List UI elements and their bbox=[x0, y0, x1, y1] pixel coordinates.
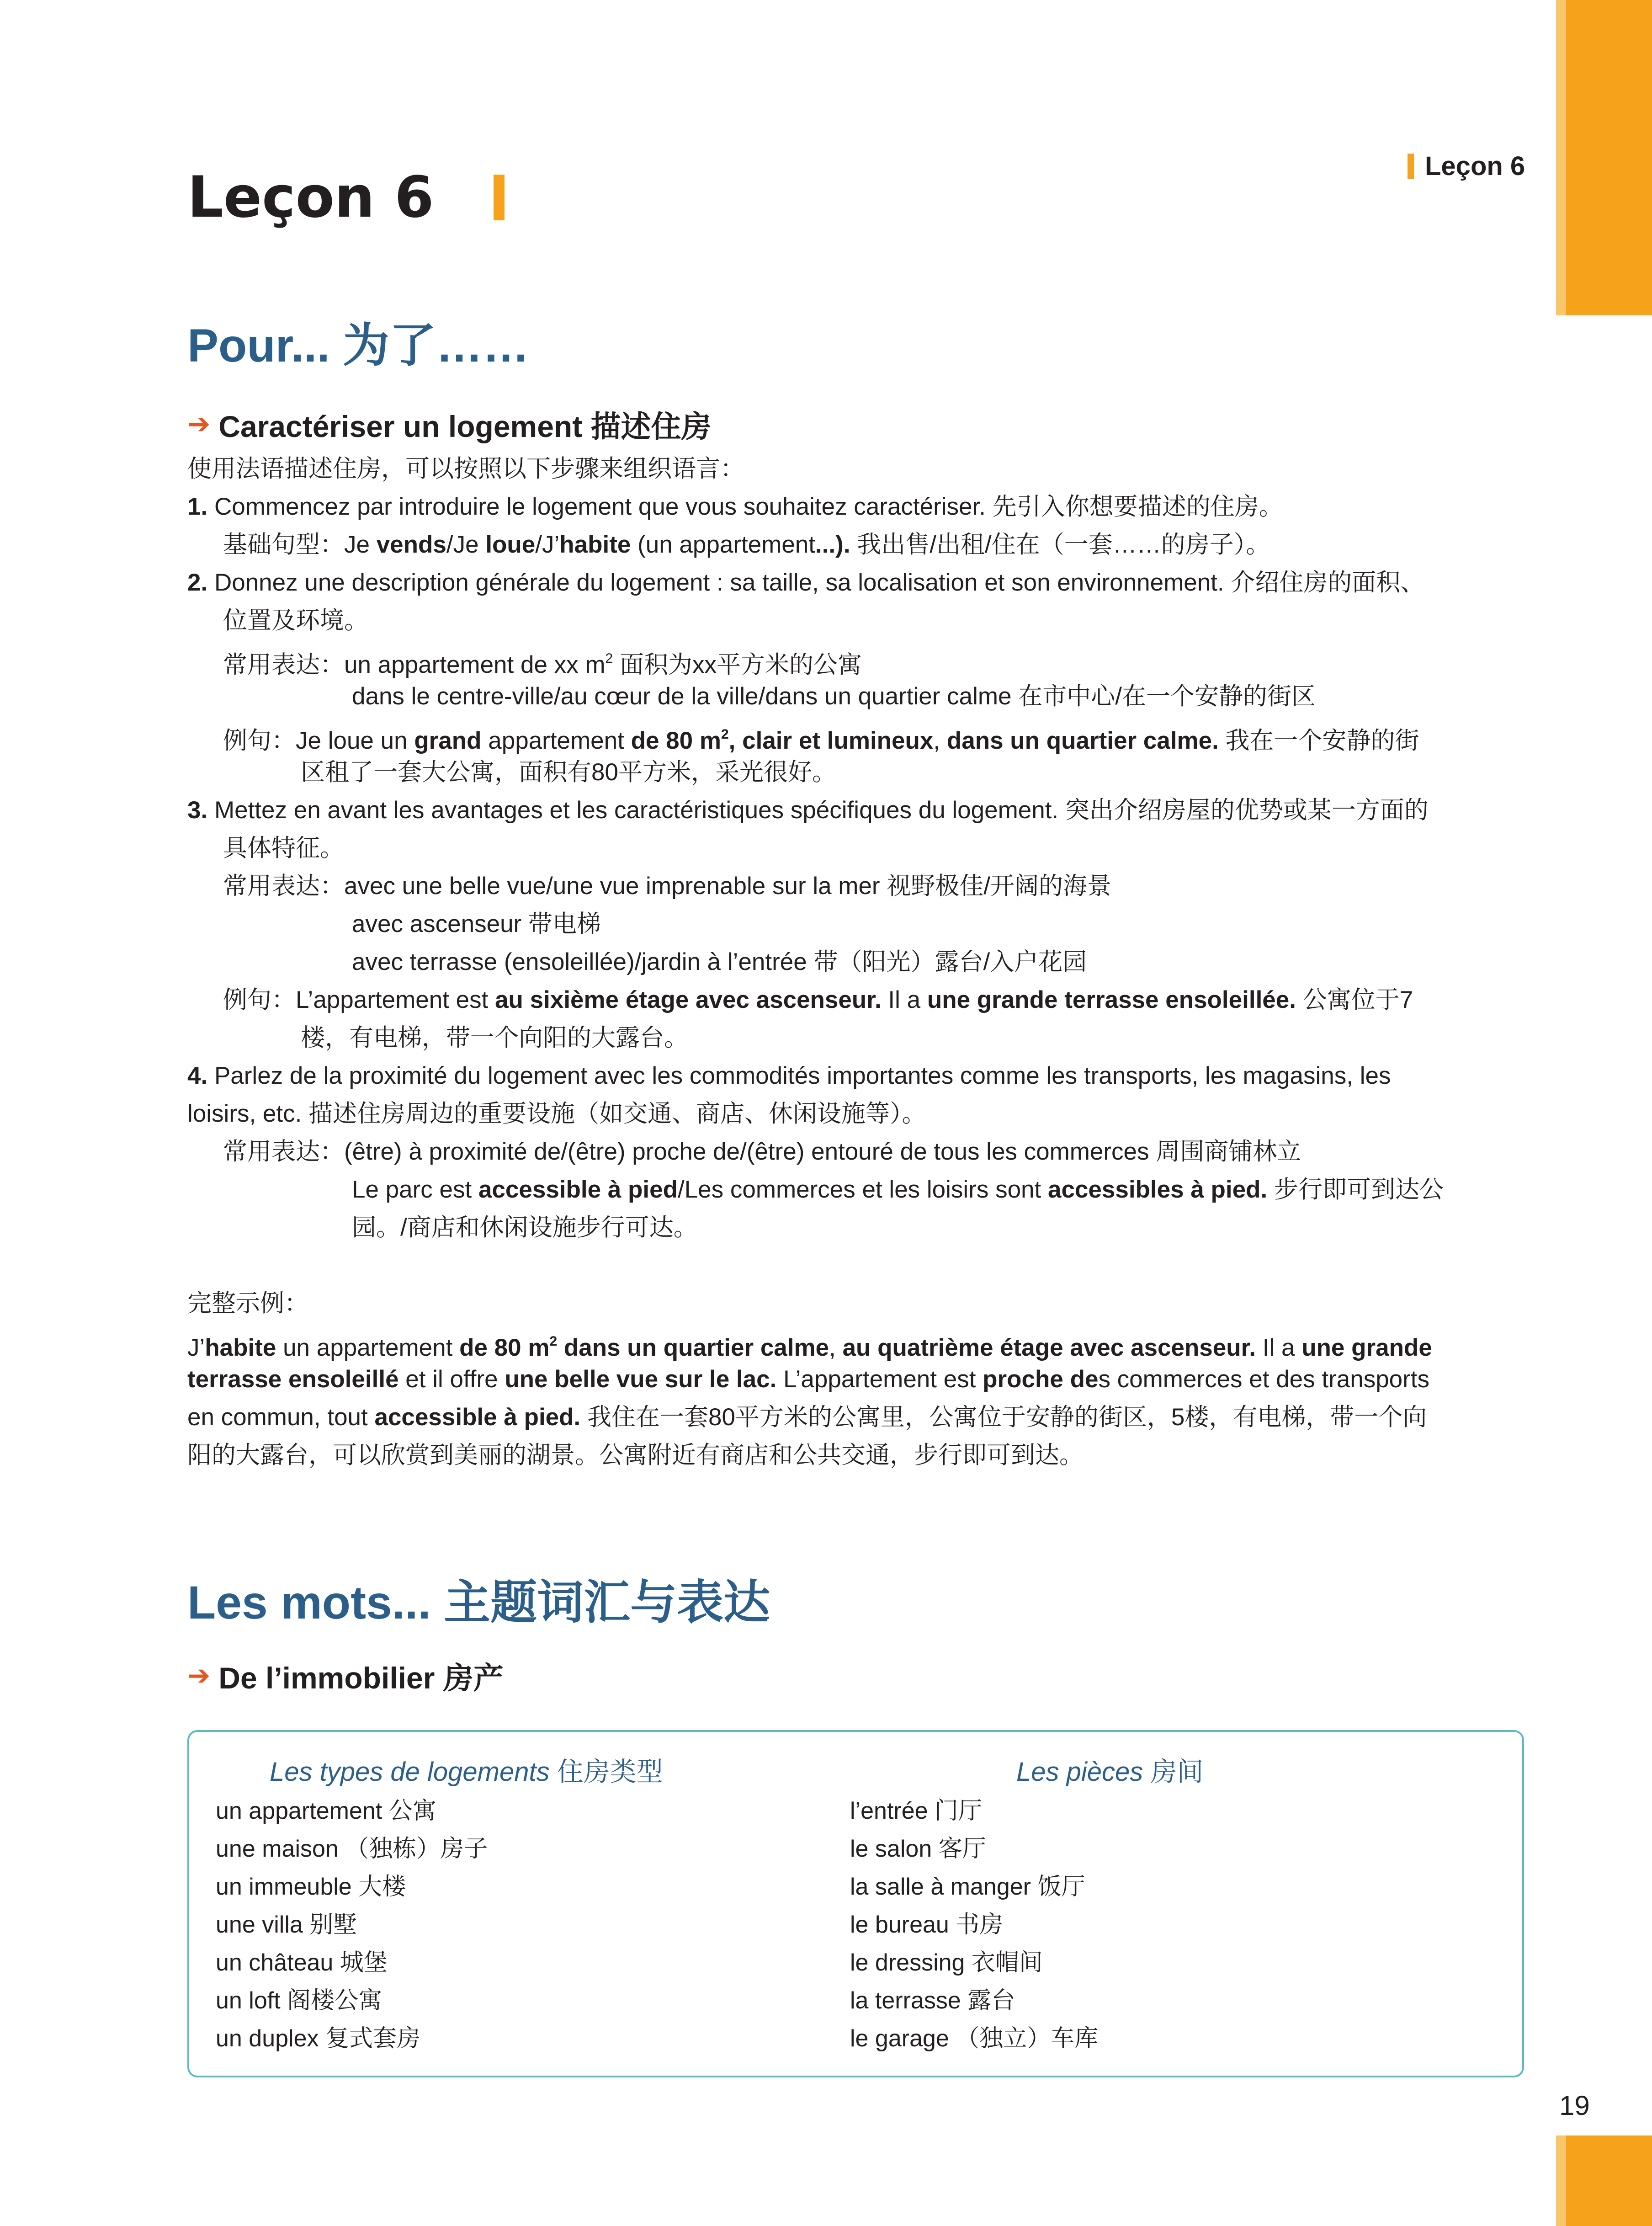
bold-run: de 80 m bbox=[631, 727, 721, 754]
step-3-expr-3: avec terrasse (ensoleillée)/jardin à l’entrée 带（阳光）露台/入户花园 bbox=[352, 948, 1087, 975]
text-run: 我住在一套80平方米的公寓里，公寓位于安静的街区，5楼，有电梯，带一个向 bbox=[580, 1404, 1427, 1431]
bold-run: habite bbox=[205, 1334, 276, 1361]
bold-run: une belle vue sur le lac. bbox=[505, 1366, 777, 1393]
step-3 bbox=[187, 797, 1429, 824]
column-header-zh: 房间 bbox=[1143, 1757, 1204, 1787]
arrow-right-icon: ➔ bbox=[187, 408, 211, 439]
text-run: 公寓位于7 bbox=[1296, 986, 1413, 1013]
bold-run: une grande terrasse ensoleillée. bbox=[927, 986, 1296, 1013]
text-run: Je loue un bbox=[296, 727, 414, 754]
text-run: /Les commerces et les loisirs sont bbox=[677, 1176, 1048, 1203]
text-run: , bbox=[829, 1334, 843, 1361]
column-header-zh: 住房类型 bbox=[549, 1757, 663, 1787]
expr-label: 常用表达： bbox=[223, 651, 344, 678]
text-run: un appartement de xx m bbox=[344, 651, 606, 678]
step-3-example bbox=[223, 986, 1413, 1014]
step-2-cont: 位置及环境。 bbox=[223, 607, 368, 634]
vocab-item: une maison （独栋）房子 bbox=[216, 1836, 488, 1862]
step-text: Mettez en avant les avantages et les caractéristiques spécifiques du logement. bbox=[214, 797, 1059, 824]
step-2-expr-2: dans le centre-ville/au cœur de la ville/dans un quartier calme 在市中心/在一个安静的街区 bbox=[352, 683, 1316, 710]
step-2-example-cont: 区租了一套大公寓，面积有80平方米，采光很好。 bbox=[301, 759, 836, 786]
superscript: 2 bbox=[605, 651, 613, 666]
text-run: en commun, tout bbox=[187, 1404, 375, 1431]
vocab-item: le salon 客厅 bbox=[850, 1836, 986, 1862]
bold-run: une grande bbox=[1301, 1334, 1432, 1361]
vocab-item: le dressing 衣帽间 bbox=[850, 1949, 1043, 1976]
text-run: (être) à proximité de/(être) proche de/(être) entouré de tous les commerces 周围商铺林立 bbox=[344, 1138, 1301, 1165]
lesson-title bbox=[187, 165, 505, 230]
superscript: 2 bbox=[549, 1334, 558, 1349]
superscript: 2 bbox=[721, 727, 729, 742]
text-run: Il a bbox=[881, 986, 927, 1013]
bold-run: dans un quartier calme. bbox=[946, 727, 1219, 754]
bold-run: accessible à pied bbox=[478, 1176, 678, 1203]
step-4-cont bbox=[187, 1100, 926, 1128]
bold-run: de 80 m bbox=[459, 1334, 550, 1361]
full-example-label: 完整示例： bbox=[187, 1290, 308, 1317]
header-marker-icon bbox=[1408, 154, 1414, 179]
text-run: /Je bbox=[446, 531, 486, 558]
subtitle-text: De l’immobilier 房产 bbox=[218, 1661, 504, 1695]
step-zh: 介绍住房的面积、 bbox=[1224, 569, 1425, 596]
vocab-item: un appartement 公寓 bbox=[216, 1798, 436, 1824]
text-run: un appartement bbox=[276, 1334, 460, 1361]
column-header-types bbox=[270, 1750, 663, 1789]
example-label: 例句： bbox=[223, 727, 296, 754]
step-2-expr-1 bbox=[223, 645, 862, 679]
expr-label: 常用表达： bbox=[223, 873, 344, 900]
bold-run: , clair et lumineux bbox=[728, 727, 934, 754]
subtitle-text: Caractériser un logement 描述住房 bbox=[218, 410, 712, 443]
full-example-line-3 bbox=[187, 1404, 1427, 1431]
step-text: Commencez par introduire le logement que vous souhaitez caractériser. bbox=[214, 493, 986, 520]
column-header-pieces bbox=[1016, 1750, 1203, 1789]
text-run: 步行即可到达公 bbox=[1267, 1176, 1444, 1203]
text-run: 面积为xx平方米的公寓 bbox=[613, 651, 862, 678]
running-header-text: Leçon 6 bbox=[1425, 151, 1525, 181]
bold-run: habite bbox=[559, 531, 631, 558]
text-run: , bbox=[933, 727, 947, 754]
text-run: Je bbox=[344, 531, 377, 558]
text-run: s commerces et des transports bbox=[1098, 1366, 1430, 1393]
step-text: Donnez une description générale du logement : sa taille, sa localisation et son environnement. bbox=[214, 569, 1224, 596]
step-3-cont: 具体特征。 bbox=[223, 835, 344, 862]
vocabulary-box bbox=[187, 1730, 1524, 2077]
bold-run: terrasse ensoleillé bbox=[187, 1366, 399, 1393]
page-number: 19 bbox=[1559, 2090, 1590, 2121]
bold-run: dans un quartier calme bbox=[557, 1334, 829, 1361]
arrow-right-icon: ➔ bbox=[187, 1660, 211, 1691]
text-run: /J’ bbox=[535, 531, 560, 558]
step-4-expr-2-cont: 园。/商店和休闲设施步行可达。 bbox=[352, 1214, 698, 1241]
text-run: 我在一个安静的街 bbox=[1218, 727, 1419, 754]
example-label: 例句： bbox=[223, 986, 296, 1013]
bold-run: accessible à pied. bbox=[374, 1404, 581, 1431]
orange-margin-bar-bottom-edge bbox=[1556, 2135, 1566, 2226]
full-example-line-4: 阳的大露台，可以欣赏到美丽的湖景。公寓附近有商店和公共交通，步行即可到达。 bbox=[187, 1442, 1084, 1469]
full-example-line-2 bbox=[187, 1366, 1429, 1393]
vocab-item: la terrasse 露台 bbox=[850, 1987, 1015, 2014]
vocab-item: la salle à manger 饭厅 bbox=[850, 1874, 1085, 1900]
step-text: Parlez de la proximité du logement avec les commodités importantes comme les transports, les magasins, les bbox=[214, 1062, 1391, 1089]
title-marker-icon bbox=[494, 175, 505, 220]
bold-run: au sixième étage avec ascenseur. bbox=[495, 986, 882, 1013]
step-3-expr-1 bbox=[223, 873, 1111, 900]
vocab-item: l’entrée 门厅 bbox=[850, 1798, 982, 1824]
expr-label: 常用表达： bbox=[223, 1138, 344, 1165]
vocab-item: un château 城堡 bbox=[216, 1949, 388, 1976]
bold-run: proche de bbox=[983, 1366, 1099, 1393]
orange-margin-bar-bottom bbox=[1556, 2135, 1652, 2226]
bold-run: loue bbox=[485, 531, 536, 558]
vocab-item: le bureau 书房 bbox=[850, 1912, 1004, 1938]
lesson-title-text: Leçon 6 bbox=[187, 165, 434, 230]
orange-margin-bar-top bbox=[1556, 0, 1652, 315]
column-header-fr: Les pièces bbox=[1016, 1757, 1143, 1787]
text-run: L’appartement est bbox=[296, 986, 495, 1013]
step-4 bbox=[187, 1062, 1391, 1090]
subtitle-immobilier bbox=[187, 1654, 504, 1697]
step-number: 2. bbox=[187, 569, 208, 596]
step-4-expr-1 bbox=[223, 1138, 1301, 1166]
column-header-fr: Les types de logements bbox=[270, 1757, 550, 1787]
step-1-pattern bbox=[223, 531, 1270, 559]
text-run: L’appartement est bbox=[776, 1366, 983, 1393]
bold-run: accessibles à pied. bbox=[1047, 1176, 1268, 1203]
full-example-line-1 bbox=[187, 1328, 1432, 1362]
section-title-mots: Les mots... 主题词汇与表达 bbox=[187, 1576, 770, 1629]
subtitle-caracteriser bbox=[187, 402, 712, 446]
intro-text: 使用法语描述住房，可以按照以下步骤来组织语言： bbox=[187, 455, 744, 482]
vocab-item: le garage （独立）车库 bbox=[850, 2025, 1099, 2052]
step-number: 3. bbox=[187, 797, 208, 824]
bold-run: ...). bbox=[815, 531, 850, 558]
text-run: loisirs, etc. bbox=[187, 1100, 302, 1127]
text-run: J’ bbox=[187, 1334, 205, 1361]
step-zh: 突出介绍房屋的优势或某一方面的 bbox=[1058, 797, 1429, 824]
step-3-expr-2: avec ascenseur 带电梯 bbox=[352, 911, 601, 937]
step-zh: 描述住房周边的重要设施（如交通、商店、休闲设施等）。 bbox=[302, 1100, 926, 1127]
bold-run: grand bbox=[414, 727, 482, 754]
vocab-item: un loft 阁楼公寓 bbox=[216, 1987, 382, 2014]
orange-margin-bar-top-edge bbox=[1556, 0, 1566, 315]
step-3-example-cont: 楼，有电梯，带一个向阳的大露台。 bbox=[301, 1024, 688, 1051]
pattern-label: 基础句型： bbox=[223, 531, 344, 558]
bold-run: au quatrième étage avec ascenseur. bbox=[842, 1334, 1256, 1361]
text-run: 我出售/出租/住在（一套……的房子）。 bbox=[850, 531, 1270, 558]
text-run: (un appartement bbox=[631, 531, 815, 558]
vocab-item: un duplex 复式套房 bbox=[216, 2025, 420, 2052]
step-number: 4. bbox=[187, 1062, 208, 1089]
text-run: avec une belle vue/une vue imprenable sur la mer 视野极佳/开阔的海景 bbox=[344, 873, 1112, 900]
vocab-item: un immeuble 大楼 bbox=[216, 1874, 406, 1900]
bold-run: vends bbox=[376, 531, 446, 558]
vocab-item: une villa 别墅 bbox=[216, 1912, 357, 1938]
step-number: 1. bbox=[187, 493, 208, 520]
step-zh: 先引入你想要描述的住房。 bbox=[985, 493, 1283, 520]
step-4-expr-2 bbox=[352, 1176, 1444, 1204]
step-1 bbox=[187, 493, 1283, 521]
section-title-pour: Pour... 为了…… bbox=[187, 320, 530, 372]
running-header bbox=[1408, 151, 1525, 181]
text-run: et il offre bbox=[398, 1366, 505, 1393]
text-run: appartement bbox=[481, 727, 631, 754]
text-run: Le parc est bbox=[352, 1176, 478, 1203]
step-2 bbox=[187, 569, 1424, 596]
step-2-example bbox=[223, 721, 1419, 755]
text-run: Il a bbox=[1256, 1334, 1302, 1361]
